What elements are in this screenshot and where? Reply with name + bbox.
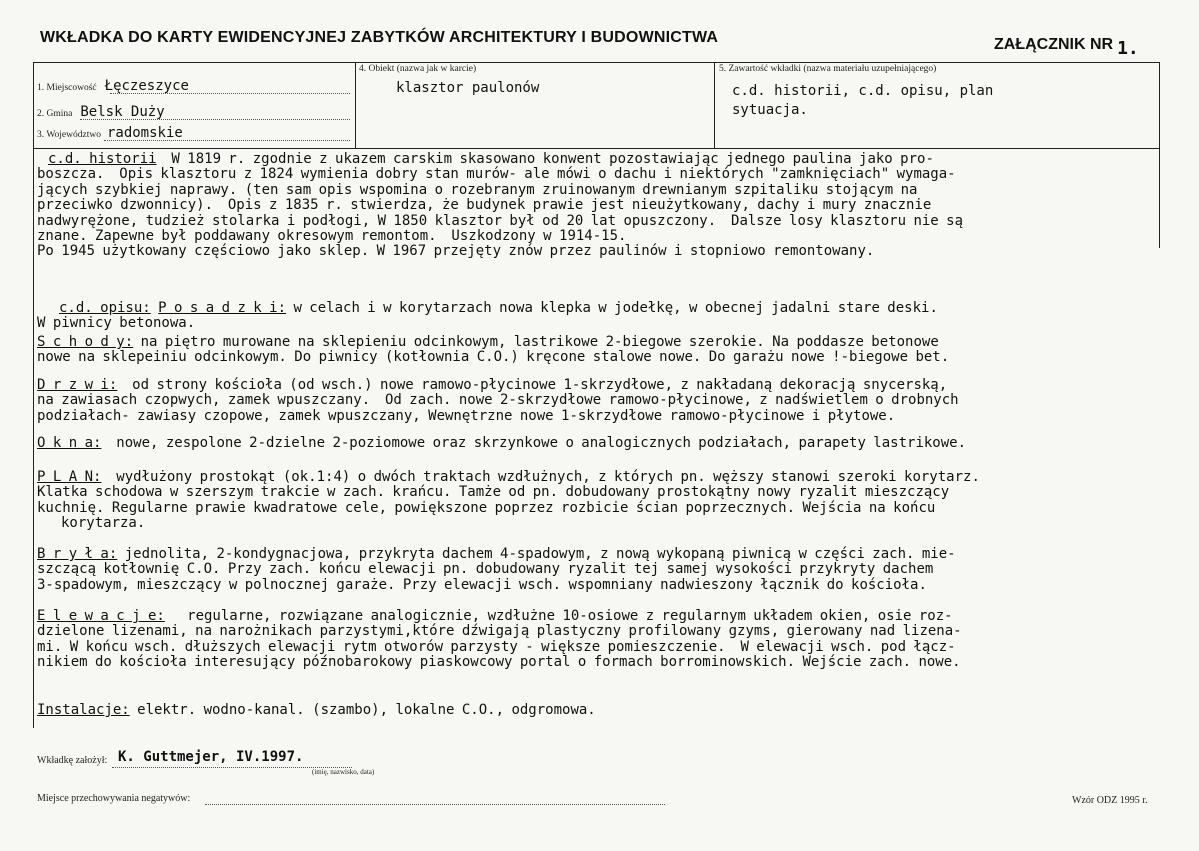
zawartosc-value-1: c.d. historii, c.d. opisu, plan: [732, 83, 994, 99]
elewacje-line-2: dzielone lizenami, na narożnikach parzystymi,które dźwigają plastyczny profilowany gzyms, gierowany nad lizena-: [37, 623, 962, 640]
opis-heading: c.d. opisu:: [59, 300, 151, 316]
historia-line-3: jących szybkiej naprawy. (ten sam opis wspomina o rozebranym zruinowanym drewnianym szpitaliku stojącym na: [37, 181, 918, 198]
posadzki-heading: P o s a d z k i:: [158, 300, 287, 316]
zawartosc-label: 5. Zawartość wkładki (nazwa materiału uzupełniającego): [719, 64, 937, 74]
miejscowosc-value: Łęczeszyce: [104, 78, 189, 94]
obiekt-label: 4. Obiekt (nazwa jak w karcie): [359, 64, 477, 74]
plan-line-1: wydłużony prostokąt (ok.1:4) o dwóch traktach wzdłużnych, z których pn. węższy stanowi szeroki korytarz.: [101, 469, 980, 485]
plan-section: [37, 470, 1162, 532]
plan-line-3: kuchnię. Regularne prawie kwadratowe cele, powiększone poprzez rozbicie ścian poprzecznych. Wejścia na końcu: [37, 499, 936, 516]
elewacje-heading: E l e w a c j e:: [37, 608, 165, 624]
historia-line-6: znane. Zapewne był poddawany okresowym remontom. Uszkodzony w 1914-15.: [37, 228, 627, 245]
elewacje-line-4: nikiem do kościoła interesujący późnobarokowy piaskowcowy portal o formach borrominowskich. Wejście zach. nowe.: [37, 654, 961, 671]
body-left-border: [33, 148, 34, 728]
table-col-divider-2: [714, 62, 715, 148]
historia-line-5: nadwyrężone, tudzież stolarka i podłogi, W 1850 klasztor był od 20 lat opuszczony. Dalsze losy klasztoru nie są: [37, 212, 964, 229]
elewacje-section: [37, 609, 1162, 671]
drzwi-line-3: podziałach- zawiasy czopowe, zamek wpuszczany, Wewnętrzne nowe 1-skrzydłowe ramowo-płycinowe i płytowe.: [37, 407, 896, 424]
zalozyl-hint: (imię, nazwisko, data): [312, 768, 375, 776]
wojewodztwo-label: 3. Województwo: [37, 130, 101, 140]
historia-section: [37, 152, 1162, 260]
instalacje-section: [37, 703, 1162, 718]
table-header-divider: [33, 148, 1160, 149]
schody-section: [37, 335, 1162, 366]
schody-line-2: nowe na sklepeiniu odcinkowym. Do piwnicy (kotłownia C.O.) kręcone stalowe nowe. Do garażu nowe !-biegowe bet.: [37, 349, 950, 366]
form-title: WKŁADKA DO KARTY EWIDENCYJNEJ ZABYTKÓW ARCHITEKTURY I BUDOWNICTWA: [40, 29, 719, 46]
table-left-border: [33, 62, 34, 148]
drzwi-line-1: od strony kościoła (od wsch.) nowe ramowo-płycinowe 1-skrzydłowe, z nakładaną dekoracją snycerską,: [117, 377, 948, 393]
annex-label: [994, 33, 1139, 59]
drzwi-section: [37, 378, 1162, 424]
form-template-label: Wzór ODZ 1995 r.: [1072, 795, 1148, 806]
posadzki-section: [37, 301, 1162, 332]
bryla-section: [37, 547, 1162, 593]
bryla-heading: B r y ł a:: [37, 546, 118, 562]
plan-heading: P L A N:: [37, 469, 102, 485]
elewacje-line-1: regularne, rozwiązane analogicznie, wzdłużne 10-osiowe z regularnym układem okien, osie roz-: [164, 608, 953, 624]
negatywy-label: Miejsce przechowywania negatywów:: [37, 793, 191, 804]
instalacje-heading: Instalacje:: [37, 702, 130, 718]
historia-line-4: przeciwko dzwonnicy). Opis z 1835 r. stwierdza, że budynek prawie jest nieużytkowany, dachy i mury znacznie: [37, 197, 932, 214]
okna-heading: O k n a:: [37, 435, 102, 451]
wojewodztwo-value: radomskie: [106, 125, 183, 141]
drzwi-heading: D r z w i:: [37, 377, 118, 393]
historia-line-1: W 1819 r. zgodnie z ukazem carskim skasowano konwent pozostawiając jednego paulina jako pro-: [156, 151, 934, 167]
obiekt-value: klasztor paulonów: [396, 80, 540, 96]
table-top-border: [33, 62, 1160, 63]
historia-heading: c.d. historii: [48, 151, 157, 167]
table-col-divider-1: [355, 62, 356, 148]
gmina-value: Belsk Duży: [80, 104, 165, 120]
gmina-label: 2. Gmina: [37, 109, 73, 119]
zalozyl-value: K. Guttmejer, IV.1997.: [118, 749, 304, 765]
okna-section: [37, 436, 1162, 451]
bryla-line-3: 3-spadowym, mieszczący w polnocznej garaże. Przy elewacji wsch. wspomniany nadwieszony łącznik do kościoła.: [37, 576, 927, 593]
historia-line-7: Po 1945 użytkowany częściowo jako sklep. W 1967 przejęty znów przez paulinów i stopniowo remontowany.: [37, 243, 875, 260]
schody-line-1: na piętro murowane na sklepieniu odcinkowym, lastrikowe 2-biegowe szerokie. Na poddasze betonowe: [133, 334, 939, 350]
historia-line-2: boszcza. Opis klasztoru z 1824 wymienia dobry stan murów- ale mówi o dachu i niektórych "zamknięciach" wymaga-: [37, 166, 956, 183]
miejscowosc-label: 1. Miejscowość: [37, 83, 97, 93]
posadzki-line-2: W piwnicy betonowa.: [37, 315, 196, 332]
elewacje-line-3: mi. W końcu wsch. dłuższych elewacji rytm otworów parzysty - większe pomieszczenie. W elewacji wsch. pod łącz-: [37, 638, 956, 655]
zalozyl-label: Wkładkę założył:: [37, 755, 108, 766]
instalacje-line-1: elektr. wodno-kanal. (szambo), lokalne C.O., odgromowa.: [129, 702, 596, 718]
table-right-border: [1159, 62, 1160, 148]
annex-number: 1.: [1117, 38, 1139, 59]
miejscowosc-dotted-line: [110, 93, 350, 94]
posadzki-line-1: w celach i w korytarzach nowa klepka w jodełkę, w obecnej jadalni stare deski.: [286, 300, 938, 316]
okna-line-1: nowe, zespolone 2-dzielne 2-poziomowe oraz skrzynkowe o analogicznych podziałach, parapety lastrikowe.: [101, 435, 967, 451]
gmina-dotted-line: [80, 119, 350, 120]
schody-heading: S c h o d y:: [37, 334, 134, 350]
negatywy-dotted-line: [205, 804, 665, 805]
zawartosc-value-2: sytuacja.: [732, 102, 808, 118]
drzwi-line-2: na zawiasach czopwych, zamek wpuszczany. Od zach. nowe 2-skrzydłowe ramowo-płycinowe, z nadświetlem o drobnych: [37, 392, 959, 409]
plan-line-2: Klatka schodowa w szerszym trakcie w zach. krańcu. Tamże od pn. dobudowany prostokątny nowy ryzalit mieszczący: [37, 484, 950, 501]
plan-line-4: korytarza.: [61, 515, 146, 532]
wojewodztwo-dotted-line: [104, 140, 350, 141]
bryla-line-1: jednolita, 2-kondygnacjowa, przykryta dachem 4-spadowym, z nową wykopaną piwnicą w części zach. mie-: [117, 546, 956, 562]
bryla-line-2: szczącą kotłownię C.O. Przy zach. końcu elewacji pn. dobudowany ryzalit tej samej wysokości przykryty dachem: [37, 561, 934, 578]
annex-label-text: ZAŁĄCZNIK NR: [994, 36, 1114, 53]
